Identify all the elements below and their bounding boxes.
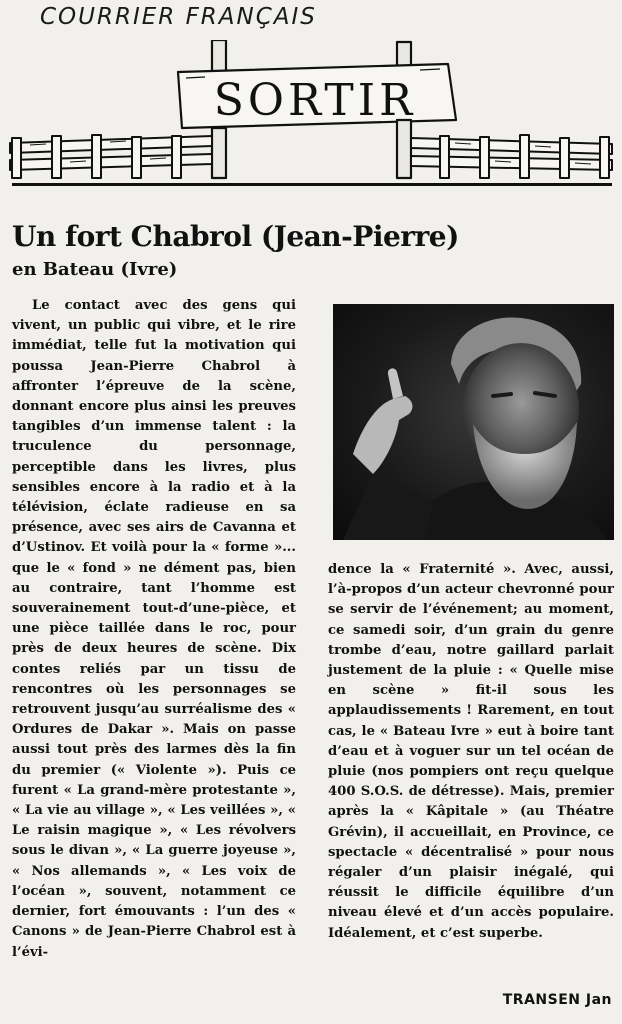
portrait-figure (333, 304, 614, 540)
wooden-fence-icon (411, 135, 612, 178)
article-body-right: dence la « Fraternité ». Avec, aussi, l’à-propos d’un acteur chevronné pour se servir de l’événement; au moment, ce samedi soir, d’un grain du genre trombe d’eau, notre gaillard parlait justement de la pluie : « Quelle mise en scène » fit-il sous les applaudissements ! Rarement, en tout cas, le « Bateau Ivre » eut à boire tant d’eau et à voguer sur un tel océan de pluie (nos pompiers ont reçu quelque 400 S.O.S. de détresse). Mais, premier après la « Kâpitale » (au Théatre Grévin), il accueillait, en Province, ce spectacle « décentralisé » pour nous régaler d’un plaisir inégalé, qui réussit le difficile équilibre d’un niveau élevé et d’un accès populaire. Idéalement, et c’est superbe. (328, 562, 614, 941)
portrait-photo (333, 304, 614, 540)
article-subhead: en Bateau (Ivre) (12, 259, 178, 280)
article-byline: TRANSEN Jan (502, 992, 612, 1008)
wooden-fence-icon (10, 135, 212, 178)
publication-name: COURRIER FRANÇAIS (40, 4, 317, 30)
section-divider (12, 183, 612, 186)
section-rubric: SORTIR (213, 75, 417, 126)
article-body-left: Le contact avec des gens qui vivent, un public qui vibre, et le rire immédiat, telle fut la motivation qui poussa Jean-Pierre Chabrol à affronter l’épreuve de la scène, donnant encore plus ainsi les preuves tangibles d’un immense talent : la truculence du personnage, perceptible dans les livres, plus sensibles encore à la radio et à la télévision, éclate radieuse en sa présence, avec ses airs de Cavanna et d’Ustinov. Et voilà pour la « forme »... que le « fond » ne dément pas, bien au contraire, tant l’homme est souverainement tout-d’une-pièce, et une pièce taillée dans le roc, pour près de deux heures de scène. Dix contes reliés par un tissu de rencontres où les personnages se retrouvent jusqu’au surréalisme des « Ordures de Dakar ». Mais on passe aussi tout près des larmes dès la fin du premier (« Violente »). Puis ce furent « La grand-mère protestante », « La vie au village », « Les veillées », « Le raisin magique », « Les révolvers sous le divan », « La guerre joyeuse », « Nos allemands », « Les voix de l’océan », souvent, notamment ce dernier, fort émouvants : l’un des « Canons » de Jean-Pierre Chabrol est à l’évi- (12, 298, 296, 960)
article-headline: Un fort Chabrol (Jean-Pierre) (12, 220, 459, 253)
